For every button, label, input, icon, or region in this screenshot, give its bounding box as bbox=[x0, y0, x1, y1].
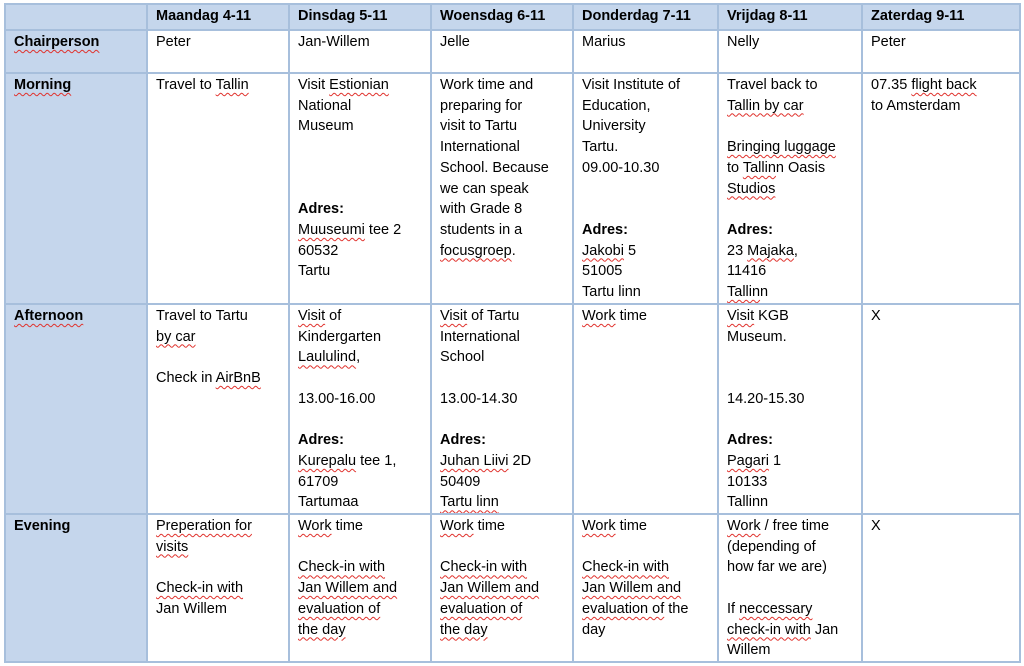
schedule-cell bbox=[289, 514, 431, 662]
cell-line bbox=[156, 347, 282, 368]
cell-line: Work time bbox=[298, 518, 363, 534]
cell-line: Travel back to bbox=[727, 77, 818, 93]
cell-line: School bbox=[440, 349, 485, 366]
cell-line: Jan Willem and bbox=[582, 580, 682, 597]
schedule-cell bbox=[431, 73, 573, 304]
cell-line bbox=[727, 199, 855, 220]
cell-line: Tartu. bbox=[582, 139, 619, 156]
cell-line bbox=[156, 557, 282, 578]
cell-line: Laululind, bbox=[298, 349, 361, 366]
cell-line: Kurepalu tee 1, bbox=[298, 452, 397, 469]
schedule-cell bbox=[573, 73, 718, 304]
cell-line: International bbox=[440, 139, 520, 156]
cell-line: (depending of bbox=[727, 538, 816, 555]
cell-line: Jan Willem and bbox=[440, 580, 540, 597]
cell-line: Preperation for bbox=[156, 518, 252, 534]
cell-line: 09.00-10.30 bbox=[582, 159, 660, 176]
column-header: Vrijdag 8-11 bbox=[718, 4, 862, 30]
schedule-cell bbox=[289, 304, 431, 514]
address-label: Adres: bbox=[727, 221, 773, 238]
row-morning bbox=[5, 73, 1020, 304]
cell-line bbox=[727, 347, 855, 368]
cell-line bbox=[582, 199, 711, 220]
cell-line bbox=[440, 368, 566, 389]
address-label: Adres: bbox=[298, 432, 344, 449]
cell-line: Museum. bbox=[727, 328, 787, 345]
row-chairperson bbox=[5, 30, 1020, 73]
schedule-cell bbox=[573, 514, 718, 662]
schedule-cell bbox=[431, 304, 573, 514]
cell-line: Tallinn bbox=[727, 494, 769, 511]
cell-line: X bbox=[871, 308, 881, 324]
cell-line: Travel to Tartu bbox=[156, 308, 248, 324]
schedule-cell bbox=[147, 304, 289, 514]
row-label-text: Chairperson bbox=[14, 34, 100, 50]
cell-line: Check-in with bbox=[156, 580, 244, 597]
cell-line: Tallin by car bbox=[727, 97, 804, 114]
cell-line: Muuseumi tee 2 bbox=[298, 221, 402, 238]
schedule-cell bbox=[718, 304, 862, 514]
column-header: Donderdag 7-11 bbox=[573, 4, 718, 30]
row-label bbox=[5, 30, 147, 73]
cell-line: 10133 bbox=[727, 473, 768, 490]
row-label bbox=[5, 514, 147, 662]
cell-line: Work time bbox=[582, 518, 647, 534]
cell-line: 13.00-16.00 bbox=[298, 390, 376, 407]
cell-line bbox=[440, 537, 566, 558]
cell-line: evaluation of bbox=[298, 600, 381, 617]
cell-line: visits bbox=[156, 538, 189, 555]
cell-line: Visit Estionian bbox=[298, 77, 389, 93]
cell-line: Check-in with bbox=[440, 559, 528, 576]
cell-line: National bbox=[298, 97, 352, 114]
cell-line: Visit Institute of bbox=[582, 77, 681, 93]
address-label: Adres: bbox=[582, 221, 628, 238]
row-evening bbox=[5, 514, 1020, 662]
cell-line bbox=[727, 578, 855, 599]
cell-line: Work time bbox=[582, 308, 647, 324]
cell-line: Jan Willem and bbox=[298, 580, 398, 597]
cell-line: Work / free time bbox=[727, 518, 830, 534]
cell-line: Tallinn bbox=[727, 284, 769, 300]
row-label-text: Afternoon bbox=[14, 308, 84, 324]
cell-line: Nelly bbox=[727, 34, 760, 50]
cell-line: Bringing luggage bbox=[727, 139, 836, 156]
cell-line: Travel to Tallin bbox=[156, 77, 249, 93]
cell-line bbox=[298, 368, 424, 389]
schedule-cell bbox=[147, 73, 289, 304]
cell-line: Peter bbox=[156, 34, 191, 50]
row-label-text: Evening bbox=[14, 518, 71, 534]
cell-line: day bbox=[582, 621, 606, 638]
cell-line: Check-in with bbox=[582, 559, 670, 576]
cell-line: 60532 bbox=[298, 242, 339, 259]
cell-line: Peter bbox=[871, 34, 906, 50]
cell-line: Education, bbox=[582, 97, 651, 114]
schedule-cell bbox=[718, 73, 862, 304]
cell-line: to Tallinn Oasis bbox=[727, 159, 826, 176]
address-label: Adres: bbox=[727, 432, 773, 449]
cell-line: preparing for bbox=[440, 97, 523, 114]
schedule-cell bbox=[718, 514, 862, 662]
schedule-cell bbox=[289, 73, 431, 304]
cell-line: If neccessary bbox=[727, 600, 813, 617]
cell-line bbox=[298, 178, 424, 199]
cell-line: 07.35 flight back bbox=[871, 77, 977, 93]
schedule-cell bbox=[289, 30, 431, 73]
schedule-cell bbox=[431, 514, 573, 662]
cell-line bbox=[440, 410, 566, 431]
cell-line: 11416 bbox=[727, 263, 767, 280]
header-row bbox=[5, 4, 1020, 30]
cell-line bbox=[727, 116, 855, 137]
cell-line bbox=[582, 537, 711, 558]
cell-line: by car bbox=[156, 328, 196, 345]
cell-line: 23 Majaka, bbox=[727, 242, 798, 259]
cell-line: University bbox=[582, 118, 646, 135]
cell-line: 50409 bbox=[440, 473, 481, 490]
column-header: Dinsdag 5-11 bbox=[289, 4, 431, 30]
schedule-cell bbox=[862, 73, 1020, 304]
corner-cell bbox=[5, 4, 147, 30]
cell-line: Tartu linn bbox=[582, 284, 641, 300]
cell-line: Jelle bbox=[440, 34, 470, 50]
schedule-cell bbox=[862, 30, 1020, 73]
cell-line: we can speak bbox=[440, 180, 529, 197]
cell-line: Museum bbox=[298, 118, 354, 135]
row-label-text: Morning bbox=[14, 77, 72, 93]
column-header: Woensdag 6-11 bbox=[431, 4, 573, 30]
schedule-cell bbox=[147, 30, 289, 73]
cell-line: Tartumaa bbox=[298, 494, 359, 511]
schedule-cell bbox=[147, 514, 289, 662]
cell-line: evaluation of the bbox=[582, 600, 689, 617]
cell-line: Pagari 1 bbox=[727, 452, 782, 469]
cell-line: to Amsterdam bbox=[871, 97, 961, 114]
cell-line bbox=[298, 537, 424, 558]
schedule-cell bbox=[862, 304, 1020, 514]
column-header: Maandag 4-11 bbox=[147, 4, 289, 30]
schedule-cell bbox=[718, 30, 862, 73]
cell-line: Studios bbox=[727, 180, 776, 197]
cell-line: evaluation of bbox=[440, 600, 523, 617]
row-label bbox=[5, 73, 147, 304]
cell-line bbox=[298, 137, 424, 158]
cell-line: Visit KGB bbox=[727, 308, 789, 324]
cell-line bbox=[298, 410, 424, 431]
cell-line bbox=[298, 158, 424, 179]
address-label: Adres: bbox=[440, 432, 486, 449]
cell-line bbox=[582, 179, 711, 200]
cell-line: visit to Tartu bbox=[440, 118, 518, 135]
cell-line: Tartu bbox=[298, 263, 331, 280]
schedule-cell bbox=[431, 30, 573, 73]
cell-line: Visit of Tartu bbox=[440, 308, 520, 324]
cell-line: Kindergarten bbox=[298, 328, 382, 345]
cell-line: X bbox=[871, 518, 881, 534]
column-header: Zaterdag 9-11 bbox=[862, 4, 1020, 30]
schedule-cell bbox=[573, 304, 718, 514]
cell-line: with Grade 8 bbox=[440, 201, 523, 218]
cell-line bbox=[727, 368, 855, 389]
cell-line: Work time bbox=[440, 518, 505, 534]
row-afternoon bbox=[5, 304, 1020, 514]
address-label: Adres: bbox=[298, 201, 344, 218]
cell-line: 51005 bbox=[582, 263, 623, 280]
schedule-table bbox=[4, 3, 1021, 663]
cell-line: focusgroep. bbox=[440, 242, 516, 259]
cell-line: Work time and bbox=[440, 77, 534, 93]
cell-line: International bbox=[440, 328, 520, 345]
cell-line: Jakobi 5 bbox=[582, 242, 637, 259]
cell-line: 14.20-15.30 bbox=[727, 390, 805, 407]
cell-line: Tartu linn bbox=[440, 494, 499, 511]
cell-line bbox=[727, 409, 855, 430]
cell-line: the day bbox=[298, 621, 346, 638]
cell-line: Jan Willem bbox=[156, 600, 227, 617]
cell-line: Marius bbox=[582, 34, 626, 50]
cell-line: Juhan Liivi 2D bbox=[440, 452, 532, 469]
cell-line: 13.00-14.30 bbox=[440, 390, 518, 407]
cell-line: School. Because bbox=[440, 159, 549, 176]
cell-line: how far we are) bbox=[727, 559, 827, 576]
cell-line: 61709 bbox=[298, 473, 339, 490]
schedule-cell bbox=[862, 514, 1020, 662]
cell-line: check-in with Jan bbox=[727, 621, 839, 638]
cell-line: Check in AirBnB bbox=[156, 370, 261, 387]
cell-line: the day bbox=[440, 621, 488, 638]
cell-line: Check-in with bbox=[298, 559, 386, 576]
cell-line: students in a bbox=[440, 221, 523, 238]
cell-line: Visit of bbox=[298, 308, 342, 324]
schedule-cell bbox=[573, 30, 718, 73]
cell-line: Willem bbox=[727, 642, 771, 659]
row-label bbox=[5, 304, 147, 514]
cell-line: Jan-Willem bbox=[298, 34, 370, 50]
